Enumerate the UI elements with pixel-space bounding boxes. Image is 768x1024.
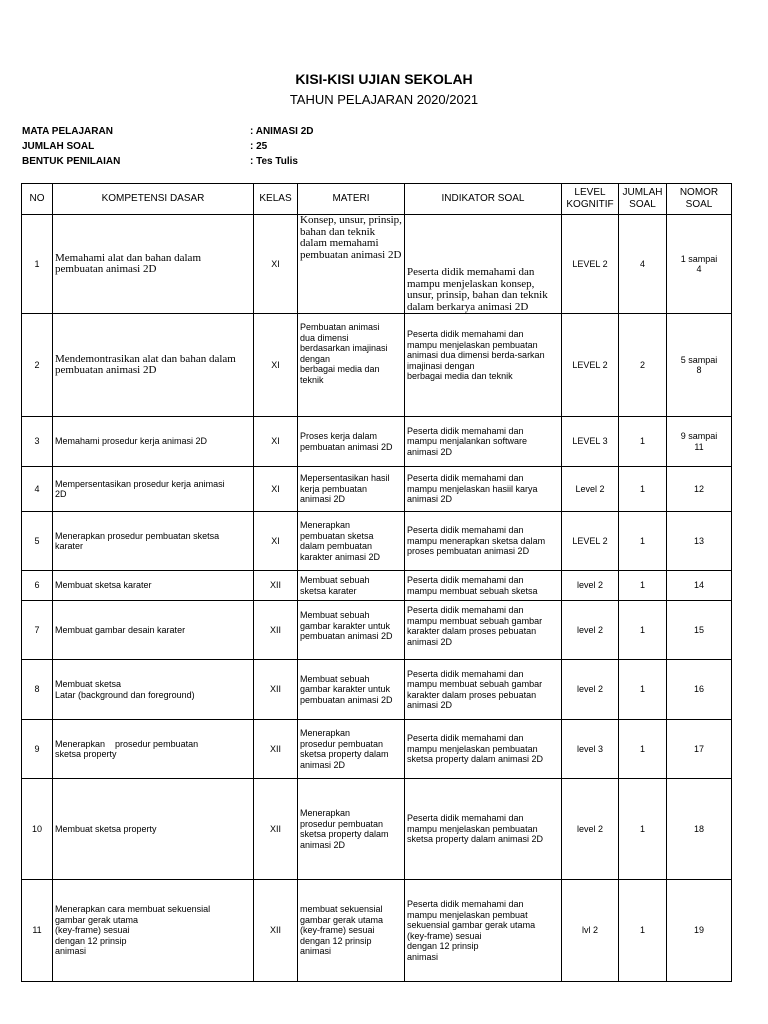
cell-materi: Membuat sebuah gambar karakter untuk pembuatan animasi 2D <box>298 660 405 720</box>
cell-no: 2 <box>22 314 53 417</box>
cell-indikator: Peserta didik memahami dan mampu menjelaskan pembuatan sketsa property dalam animasi 2D <box>405 720 562 779</box>
cell-indikator: Peserta didik memahami dan mampu menjelaskan konsep, unsur, prinsip, bahan dan teknik dalam berkarya animasi 2D <box>405 215 562 314</box>
cell-nomor: 9 sampai 11 <box>667 417 732 467</box>
table-row <box>22 601 732 660</box>
cell-level: Level 2 <box>562 467 619 512</box>
table-row <box>22 467 732 512</box>
header-indikator-soal: INDIKATOR SOAL <box>405 184 562 215</box>
cell-jumlah: 1 <box>619 467 667 512</box>
cell-materi: Menerapkan pembuatan sketsa dalam pembuatan karakter animasi 2D <box>298 512 405 571</box>
header-kelas: KELAS <box>254 184 298 215</box>
header-nomor-soal: NOMOR SOAL <box>667 184 732 215</box>
document-subtitle: TAHUN PELAJARAN 2020/2021 <box>289 92 479 107</box>
cell-no: 11 <box>22 880 53 982</box>
cell-kelas: XII <box>254 779 298 880</box>
table-row <box>22 512 732 571</box>
cell-nomor: 16 <box>667 660 732 720</box>
cell-kompetensi-dasar: Membuat sketsa property <box>53 779 254 880</box>
table-row <box>22 779 732 880</box>
meta-label: BENTUK PENILAIAN <box>22 156 121 167</box>
exam-grid-table <box>21 183 732 982</box>
cell-kelas: XII <box>254 660 298 720</box>
header-no: NO <box>22 184 53 215</box>
cell-kelas: XI <box>254 467 298 512</box>
document-title: KISI-KISI UJIAN SEKOLAH <box>295 71 473 87</box>
cell-level: level 2 <box>562 660 619 720</box>
cell-level: level 2 <box>562 571 619 601</box>
cell-kelas: XI <box>254 417 298 467</box>
cell-kelas: XII <box>254 720 298 779</box>
cell-materi: membuat sekuensial gambar gerak utama (key-frame) sesuai dengan 12 prinsip animasi <box>298 880 405 982</box>
meta-value: : ANIMASI 2D <box>250 126 314 137</box>
cell-kelas: XI <box>254 512 298 571</box>
table-row <box>22 660 732 720</box>
table-header-row <box>22 184 732 215</box>
header-materi: MATERI <box>298 184 405 215</box>
cell-level: lvl 2 <box>562 880 619 982</box>
cell-jumlah: 1 <box>619 660 667 720</box>
cell-level: level 2 <box>562 779 619 880</box>
cell-no: 7 <box>22 601 53 660</box>
cell-indikator: Peserta didik memahami dan mampu menjelaskan pembuatan sketsa property dalam animasi 2D <box>405 779 562 880</box>
cell-no: 1 <box>22 215 53 314</box>
cell-nomor: 17 <box>667 720 732 779</box>
header-level-kognitif: LEVEL KOGNITIF <box>562 184 619 215</box>
cell-no: 6 <box>22 571 53 601</box>
cell-level: LEVEL 2 <box>562 215 619 314</box>
cell-nomor: 15 <box>667 601 732 660</box>
header-jumlah-soal: JUMLAH SOAL <box>619 184 667 215</box>
meta-label: JUMLAH SOAL <box>22 141 95 152</box>
cell-no: 4 <box>22 467 53 512</box>
cell-kelas: XII <box>254 571 298 601</box>
cell-kompetensi-dasar: Mendemontrasikan alat dan bahan dalam pembuatan animasi 2D <box>53 314 254 417</box>
cell-indikator: Peserta didik memahami dan mampu menerapkan sketsa dalam proses pembuatan animasi 2D <box>405 512 562 571</box>
cell-jumlah: 2 <box>619 314 667 417</box>
cell-level: LEVEL 2 <box>562 512 619 571</box>
cell-kompetensi-dasar: Memahami prosedur kerja animasi 2D <box>53 417 254 467</box>
cell-kelas: XII <box>254 880 298 982</box>
cell-jumlah: 1 <box>619 512 667 571</box>
cell-nomor: 13 <box>667 512 732 571</box>
cell-jumlah: 1 <box>619 571 667 601</box>
cell-indikator: Peserta didik memahami dan mampu menjelaskan hasiil karya animasi 2D <box>405 467 562 512</box>
header-kompetensi-dasar: KOMPETENSI DASAR <box>53 184 254 215</box>
cell-no: 3 <box>22 417 53 467</box>
cell-kompetensi-dasar: Memahami alat dan bahan dalam pembuatan animasi 2D <box>53 215 254 314</box>
cell-indikator: Peserta didik memahami dan mampu membuat sebuah gambar karakter dalam proses pebuatan animasi 2D <box>405 660 562 720</box>
cell-kompetensi-dasar: Menerapkan prosedur pembuatan sketsa property <box>53 720 254 779</box>
cell-no: 9 <box>22 720 53 779</box>
cell-nomor: 1 sampai 4 <box>667 215 732 314</box>
cell-nomor: 14 <box>667 571 732 601</box>
cell-kompetensi-dasar: Membuat sketsa Latar (background dan foreground) <box>53 660 254 720</box>
cell-materi: Membuat sebuah sketsa karater <box>298 571 405 601</box>
cell-materi: Pembuatan animasi dua dimensi berdasarkan imajinasi dengan berbagai media dan teknik <box>298 314 405 417</box>
cell-nomor: 19 <box>667 880 732 982</box>
cell-level: level 2 <box>562 601 619 660</box>
cell-kompetensi-dasar: Membuat sketsa karater <box>53 571 254 601</box>
cell-no: 10 <box>22 779 53 880</box>
cell-nomor: 12 <box>667 467 732 512</box>
cell-kompetensi-dasar: Menerapkan cara membuat sekuensial gambar gerak utama (key-frame) sesuai dengan 12 prinsip animasi <box>53 880 254 982</box>
cell-level: LEVEL 3 <box>562 417 619 467</box>
cell-indikator: Peserta didik memahami dan mampu menjelaskan pembuat sekuensial gambar gerak utama (key-frame) sesuai dengan 12 prinsip animasi <box>405 880 562 982</box>
meta-label: MATA PELAJARAN <box>22 126 113 137</box>
cell-indikator: Peserta didik memahami dan mampu menjalankan software animasi 2D <box>405 417 562 467</box>
cell-indikator: Peserta didik memahami dan mampu membuat sebuah gambar karakter dalam proses pebuatan animasi 2D <box>405 601 562 660</box>
cell-indikator: Peserta didik memahami dan mampu menjelaskan pembuatan animasi dua dimensi berda-sarkan imajinasi dengan berbagai media dan teknik <box>405 314 562 417</box>
table-row <box>22 571 732 601</box>
cell-kelas: XI <box>254 215 298 314</box>
cell-materi: Mepersentasikan hasil kerja pembuatan animasi 2D <box>298 467 405 512</box>
cell-materi: Proses kerja dalam pembuatan animasi 2D <box>298 417 405 467</box>
cell-materi: Menerapkan prosedur pembuatan sketsa property dalam animasi 2D <box>298 720 405 779</box>
meta-value: : 25 <box>250 141 268 152</box>
cell-jumlah: 4 <box>619 215 667 314</box>
cell-kompetensi-dasar: Membuat gambar desain karater <box>53 601 254 660</box>
cell-nomor: 18 <box>667 779 732 880</box>
cell-nomor: 5 sampai 8 <box>667 314 732 417</box>
cell-level: level 3 <box>562 720 619 779</box>
meta-value: : Tes Tulis <box>250 156 298 167</box>
cell-indikator: Peserta didik memahami dan mampu membuat sebuah sketsa <box>405 571 562 601</box>
table-row <box>22 720 732 779</box>
table-row <box>22 417 732 467</box>
cell-jumlah: 1 <box>619 720 667 779</box>
cell-jumlah: 1 <box>619 417 667 467</box>
cell-jumlah: 1 <box>619 880 667 982</box>
cell-no: 5 <box>22 512 53 571</box>
cell-jumlah: 1 <box>619 601 667 660</box>
cell-kompetensi-dasar: Menerapkan prosedur pembuatan sketsa karater <box>53 512 254 571</box>
table-row <box>22 880 732 982</box>
cell-no: 8 <box>22 660 53 720</box>
table-row <box>22 314 732 417</box>
cell-materi: Konsep, unsur, prinsip, bahan dan teknik dalam memahami pembuatan animasi 2D <box>298 215 405 314</box>
cell-kelas: XI <box>254 314 298 417</box>
cell-materi: Menerapkan prosedur pembuatan sketsa property dalam animasi 2D <box>298 779 405 880</box>
cell-materi: Membuat sebuah gambar karakter untuk pembuatan animasi 2D <box>298 601 405 660</box>
cell-level: LEVEL 2 <box>562 314 619 417</box>
cell-kompetensi-dasar: Mempersentasikan prosedur kerja animasi 2D <box>53 467 254 512</box>
cell-jumlah: 1 <box>619 779 667 880</box>
table-row <box>22 215 732 314</box>
cell-kelas: XII <box>254 601 298 660</box>
